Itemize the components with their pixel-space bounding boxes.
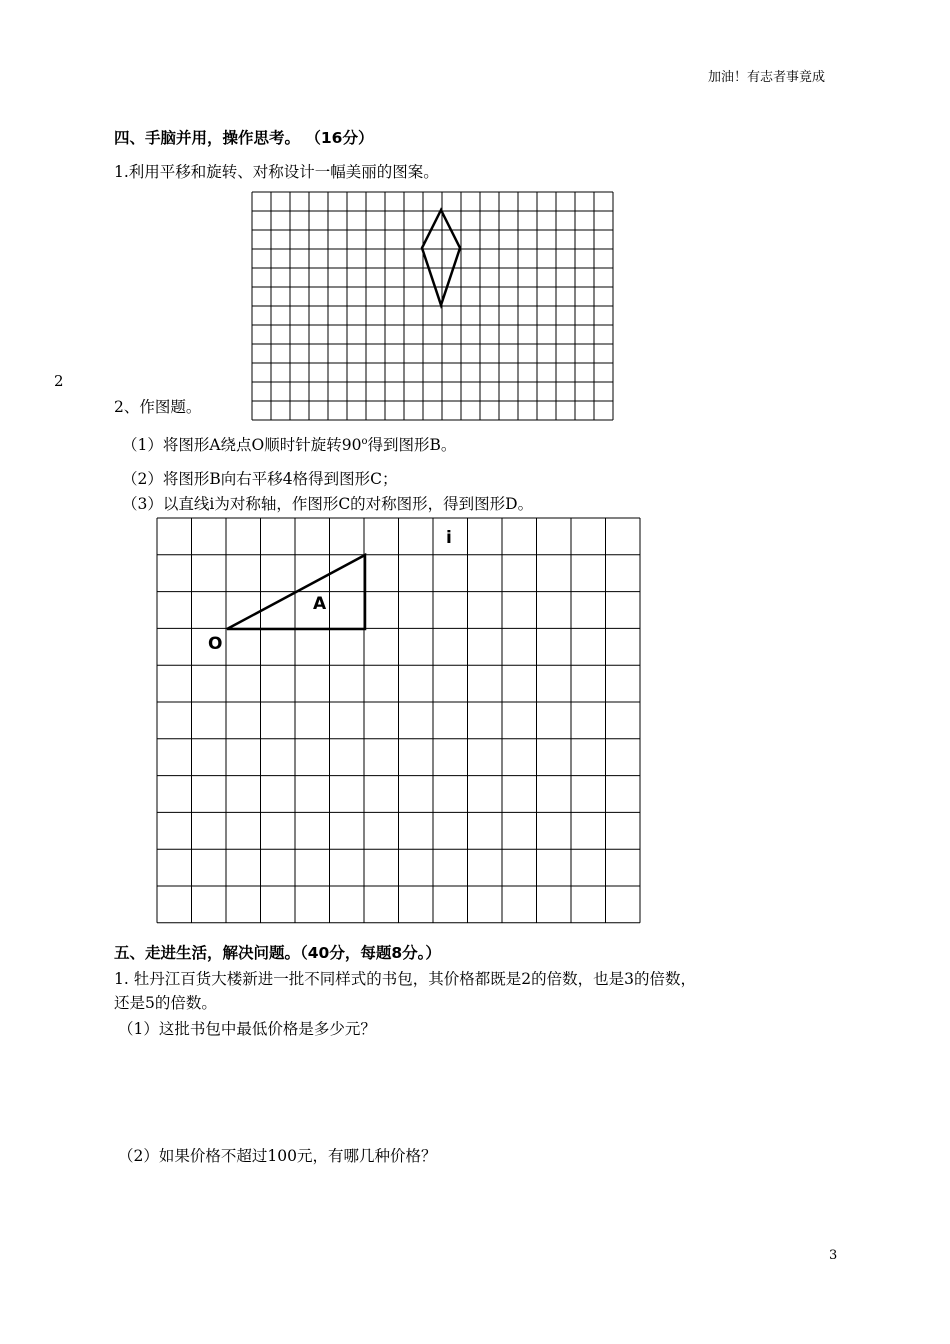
triangle-grid	[156, 517, 645, 926]
section5-q1-sub2: （2）如果价格不超过100元，有哪几种价格？	[118, 1147, 437, 1165]
rhombus-shape	[422, 210, 460, 305]
section5-title: 五、走进生活，解决问题。（40分，每题8分。）	[114, 944, 441, 962]
degree-sup: o	[361, 435, 368, 447]
section5-q1-line1: 1. 牡丹江百货大楼新进一批不同样式的书包，其价格都既是2的倍数，也是3的倍数，	[114, 970, 696, 988]
label-i: i	[446, 528, 452, 548]
label-O: O	[208, 634, 223, 654]
section4-q1: 1.利用平移和旋转、对称设计一幅美丽的图案。	[114, 163, 439, 181]
rhombus-grid	[251, 191, 615, 423]
section4-q2-step2: （2）将图形B向右平移4格得到图形C；	[122, 470, 398, 488]
section4-q2-step1: （1）将图形A绕点O顺时针旋转90$^o$得到图形B。	[122, 435, 457, 454]
side-number: 2	[54, 372, 64, 390]
label-A: A	[313, 594, 327, 614]
section5-q1-line2: 还是5的倍数。	[114, 994, 217, 1012]
header-motto: 加油！有志者事竟成	[708, 70, 826, 85]
section4-q2-title: 2、作图题。	[114, 398, 202, 416]
grid2-lines	[157, 518, 640, 923]
section5-q1-sub1: （1）这批书包中最低价格是多少元？	[118, 1020, 376, 1038]
section4-q2-step3: （3）以直线i为对称轴，作图形C的对称图形，得到图形D。	[122, 495, 534, 513]
section4-title: 四、手脑并用，操作思考。 （16分）	[114, 129, 374, 147]
page-number: 3	[829, 1248, 838, 1263]
